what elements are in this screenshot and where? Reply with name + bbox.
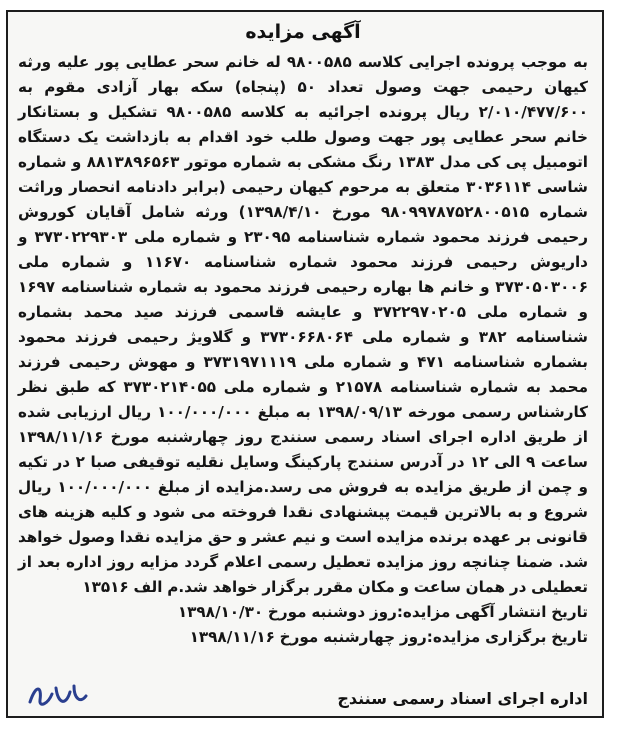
notice-title: آگهی مزایده	[245, 21, 361, 43]
notice-body: به موجب پرونده اجرایی کلاسه ۹۸۰۰۵۸۵ له خانم سحر عطایی پور علیه ورثه کیهان رحیمی جهت وصول تعداد ۵۰ (پنجاه) سکه بهار آزادی مقوم به ۲/۰۱۰/۴۷۷/۶۰۰ ریال پرونده اجرائیه به کلاسه ۹۸۰۰۵۸۵ تشکیل و بستانکار خانم سحر عطایی پور جهت وصول طلب خود اقدام به بازداشت یک دستگاه اتومبیل پی کی مدل ۱۳۸۳ رنگ مشکی به شماره موتور ۸۸۱۳۸۹۶۵۶۳ و شماره شاسی ۳۰۳۶۱۱۴ متعلق به مرحوم کیهان رحیمی (برابر دادنامه انحصار وراثت شماره ۹۸۰۹۹۷۸۷۵۲۸۰۰۵۱۵ مورخ ۱۳۹۸/۴/۱۰) ورثه شامل آقایان کوروش رحیمی فرزند محمود شماره شناسنامه ۲۳۰۹۵ و شماره ملی ۳۷۳۰۲۲۹۳۰۳ و داریوش رحیمی فرزند محمود شماره شناسنامه ۱۱۶۷۰ و شماره ملی ۳۷۳۰۵۰۳۰۰۶ و خانم ها بهاره رحیمی فرزند محمود به شماره شناسنامه ۱۶۹۷ و شماره ملی ۳۷۲۲۹۷۰۲۰۵ و عایشه قاسمی فرزند صید محمد بشماره شناسنامه ۳۸۲ و شماره ملی ۳۷۳۰۶۶۸۰۶۴ و گلاویژ رحیمی فرزند محمود بشماره شناسنامه ۴۷۱ و شماره ملی ۳۷۳۱۹۷۱۱۱۹ و مهوش رحیمی فرزند محمد به شماره شناسنامه ۲۱۵۷۸ و شماره ملی ۳۷۳۰۲۱۴۰۵۵ که طبق نظر کارشناس رسمی مورخه ۱۳۹۸/۰۹/۱۳ به مبلغ ۱۰۰/۰۰۰/۰۰۰ ریال ارزیابی شده از طریق اداره اجرای اسناد رسمی سنندج روز چهارشنبه مورخ ۱۳۹۸/۱۱/۱۶ ساعت ۹ الی ۱۲ در آدرس سنندج پارکینگ وسایل نقلیه توقیفی صبا ۲ در تکیه و چمن از طریق مزایده به فروش می رسد.مزایده از مبلغ ۱۰۰/۰۰۰/۰۰۰ ریال شروع و به بالاترین قیمت پیشنهادی نقدا فروخته می شود و کلیه هزینه های قانونی بر عهده برنده مزایده است و نیم عشر و حق مزایده نقدا وصول خواهد شد. ضمنا چنانچه روز مزایده تعطیل رسمی اعلام گردد مزایه روز اداره بعد از تعطیلی در همان ساعت و مکان مقرر برگزار خواهد شد.م الف ۱۳۵۱۶ تاریخ انتشار آگهی مزایده:روز دوشنبه مورخ ۱۳۹۸/۱۰/۳۰ تاریخ برگزاری مزایده:روز چهارشنبه مورخ ۱۳۹۸/۱۱/۱۶	[18, 53, 589, 646]
handwritten-signature	[22, 674, 92, 714]
issuing-office: اداره اجرای اسناد رسمی سنندج	[337, 689, 588, 708]
auction-notice	[6, 10, 604, 718]
